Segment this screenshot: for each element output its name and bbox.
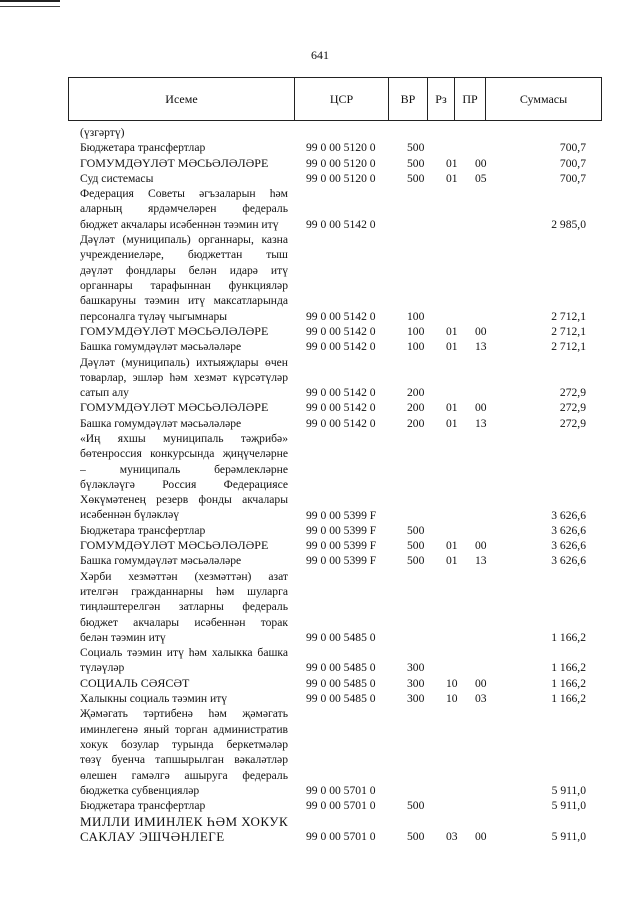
row-name-line: учреждениеләре, бюджеттан тыш bbox=[80, 248, 288, 262]
row-name-line: башкаруны тәэмин итү максатларында bbox=[80, 294, 288, 308]
row-name-line: тиңләштерелгән затларны федераль bbox=[80, 600, 288, 614]
row-name-line: «Иң яхшы муниципаль тәҗрибә» bbox=[80, 432, 288, 445]
row-rz: 01 bbox=[446, 554, 458, 568]
row-csr: 99 0 00 5120 0 bbox=[306, 156, 376, 170]
row-name bbox=[80, 156, 288, 171]
row-name-line: ГОМУМДӘҮЛӘТ МӘСЬӘЛӘЛӘРЕ bbox=[80, 323, 269, 338]
row-csr: 99 0 00 5120 0 bbox=[306, 171, 376, 185]
row-name-line: Халыкны социаль тәэмин итү bbox=[80, 692, 228, 706]
row-vr: 300 bbox=[407, 661, 425, 675]
row-csr: 99 0 00 5142 0 bbox=[306, 309, 376, 323]
row-name-line: Җәмәгать тәртибенә һәм җәмәгать bbox=[80, 707, 288, 721]
row-name bbox=[80, 339, 288, 354]
row-vr: 500 bbox=[407, 156, 425, 170]
row-name-line: бюджет акчалары исәбеннән тәэмин итү bbox=[80, 217, 279, 231]
row-sum: 5 911,0 bbox=[551, 829, 586, 843]
row-vr: 500 bbox=[407, 141, 425, 155]
row-pr: 00 bbox=[475, 539, 487, 553]
row-vr: 100 bbox=[407, 340, 425, 354]
row-rz: 01 bbox=[446, 171, 458, 185]
row-vr: 200 bbox=[407, 416, 425, 430]
row-name-line: бөтенроссия конкурсында җиңүчеләрне bbox=[80, 447, 288, 461]
row-csr: 99 0 00 5142 0 bbox=[306, 217, 376, 231]
row-csr: 99 0 00 5142 0 bbox=[306, 324, 376, 338]
row-sum: 272,9 bbox=[559, 386, 586, 400]
row-vr: 500 bbox=[407, 539, 425, 553]
row-name-line: сатып алу bbox=[80, 386, 129, 400]
row-csr: 99 0 00 5142 0 bbox=[306, 386, 376, 400]
row-name-line: Федерация Советы әгъзаларын һәм bbox=[80, 187, 288, 201]
row-name-line: Бюджетара трансфертлар bbox=[80, 141, 206, 155]
row-rz: 10 bbox=[446, 692, 458, 706]
row-name-line: Бюджетара трансфертлар bbox=[80, 799, 206, 813]
row-rz: 10 bbox=[446, 676, 458, 690]
row-pr: 13 bbox=[475, 340, 487, 354]
header-sum: Суммасы bbox=[519, 91, 568, 106]
row-name-line: аларның ярдәмчеләрен федераль bbox=[80, 202, 288, 216]
row-sum: 1 166,2 bbox=[551, 676, 586, 690]
row-name bbox=[80, 125, 288, 140]
row-name-line: өлешен гамәлгә ашыруга федераль bbox=[80, 768, 288, 782]
row-name bbox=[80, 645, 288, 676]
table-header bbox=[68, 77, 602, 121]
row-sum: 700,7 bbox=[559, 141, 586, 155]
row-pr: 13 bbox=[475, 416, 487, 430]
row-pr: 03 bbox=[475, 692, 487, 706]
row-name bbox=[80, 232, 288, 324]
row-csr: 99 0 00 5399 F bbox=[306, 508, 377, 522]
corner-mark-underline bbox=[0, 6, 60, 7]
row-name bbox=[80, 400, 288, 415]
row-name bbox=[80, 355, 288, 401]
row-sum: 272,9 bbox=[559, 416, 586, 430]
row-sum: 1 166,2 bbox=[551, 630, 586, 644]
row-sum: 2 712,1 bbox=[551, 340, 586, 354]
row-csr: 99 0 00 5485 0 bbox=[306, 692, 376, 706]
row-sum: 3 626,6 bbox=[551, 508, 586, 522]
row-pr: 00 bbox=[475, 156, 487, 170]
row-name-line: органнары тарафыннан функцияләр bbox=[80, 278, 288, 292]
row-vr: 300 bbox=[407, 676, 425, 690]
row-csr: 99 0 00 5701 0 bbox=[306, 799, 376, 813]
row-name-line: белән тәэмин итү bbox=[80, 630, 166, 644]
row-sum: 3 626,6 bbox=[551, 554, 586, 568]
row-pr: 13 bbox=[475, 554, 487, 568]
row-name-line: Хәрби хезмәттән (хезмәттән) азат bbox=[80, 569, 288, 583]
row-name bbox=[80, 814, 288, 845]
row-sum: 5 911,0 bbox=[551, 783, 586, 797]
row-name-line: ГОМУМДӘҮЛӘТ МӘСЬӘЛӘЛӘРЕ bbox=[80, 155, 269, 170]
row-csr: 99 0 00 5142 0 bbox=[306, 416, 376, 430]
row-pr: 00 bbox=[475, 401, 487, 415]
row-sum: 1 166,2 bbox=[551, 692, 586, 706]
row-name-line: Дәүләт (муниципаль) органнары, казна bbox=[80, 233, 288, 247]
header-csr: ЦСР bbox=[295, 78, 389, 120]
row-name-line: төзү буенча тапшырылган вәкаләтләр bbox=[80, 753, 288, 767]
row-vr: 500 bbox=[407, 829, 425, 843]
row-name-line: Башка гомумдәүләт мәсьәләләре bbox=[80, 416, 242, 430]
row-name-line: иминлегенә яный торган административ bbox=[80, 722, 288, 736]
row-name-line: СОЦИАЛЬ СӘЯСӘТ bbox=[80, 675, 190, 690]
row-sum: 3 626,6 bbox=[551, 523, 586, 537]
row-rz: 01 bbox=[446, 156, 458, 170]
row-vr: 500 bbox=[407, 523, 425, 537]
row-csr: 99 0 00 5701 0 bbox=[306, 783, 376, 797]
row-sum: 700,7 bbox=[559, 156, 586, 170]
row-name bbox=[80, 324, 288, 339]
row-name bbox=[80, 569, 288, 645]
header-pr: ПР bbox=[455, 78, 486, 120]
row-name-line: (үзгәртү) bbox=[80, 126, 125, 139]
row-csr: 99 0 00 5120 0 bbox=[306, 141, 376, 155]
row-rz: 01 bbox=[446, 340, 458, 354]
row-name-line: Суд системасы bbox=[80, 171, 154, 185]
row-name-line: ителгән гражданнарны һәм шуларга bbox=[80, 584, 288, 598]
row-vr: 300 bbox=[407, 692, 425, 706]
row-csr: 99 0 00 5142 0 bbox=[306, 340, 376, 354]
row-sum: 5 911,0 bbox=[551, 799, 586, 813]
row-name-line: Башка гомумдәүләт мәсьәләләре bbox=[80, 554, 242, 568]
row-rz: 03 bbox=[446, 829, 458, 843]
row-name-line: бюджетка субвенцияләр bbox=[80, 783, 200, 797]
row-csr: 99 0 00 5485 0 bbox=[306, 676, 376, 690]
row-name-line: хокук бозулар турында беркетмәләр bbox=[80, 737, 288, 751]
row-name bbox=[80, 676, 288, 691]
row-sum: 2 712,1 bbox=[551, 324, 586, 338]
row-vr: 500 bbox=[407, 554, 425, 568]
row-pr: 00 bbox=[475, 829, 487, 843]
row-sum: 2 712,1 bbox=[551, 309, 586, 323]
header-rz: Рз bbox=[428, 78, 455, 120]
row-name-line: Бюджетара трансфертлар bbox=[80, 523, 206, 537]
row-name bbox=[80, 538, 288, 553]
row-name-line: персоналга түләү чыгымнары bbox=[80, 309, 228, 323]
row-sum: 272,9 bbox=[559, 401, 586, 415]
row-pr: 05 bbox=[475, 171, 487, 185]
row-name bbox=[80, 523, 288, 538]
row-name bbox=[80, 798, 288, 813]
row-name-line: Башка гомумдәүләт мәсьәләләре bbox=[80, 340, 242, 354]
row-name bbox=[80, 553, 288, 568]
row-name bbox=[80, 431, 288, 523]
row-name-line: САКЛАУ ЭШЧӘНЛЕГЕ bbox=[80, 828, 225, 844]
row-name-line: МИЛЛИ ИМИНЛЕК ҺӘМ ХОКУК bbox=[80, 813, 288, 829]
row-name bbox=[80, 706, 288, 798]
row-pr: 00 bbox=[475, 324, 487, 338]
row-rz: 01 bbox=[446, 539, 458, 553]
row-name bbox=[80, 186, 288, 232]
row-name-line: дәүләт фондлары белән идарә итү bbox=[80, 263, 288, 277]
row-vr: 500 bbox=[407, 171, 425, 185]
row-name-line: түләүләр bbox=[80, 661, 125, 675]
row-name-line: исәбеннән бүләкләү bbox=[80, 508, 180, 522]
row-rz: 01 bbox=[446, 401, 458, 415]
row-vr: 500 bbox=[407, 799, 425, 813]
row-name bbox=[80, 416, 288, 431]
header-name: Исеме bbox=[69, 78, 295, 120]
row-name-line: бүләкләүгә Россия Федерациясе bbox=[80, 477, 288, 491]
row-sum: 700,7 bbox=[559, 171, 586, 185]
row-name-line: ГОМУМДӘҮЛӘТ МӘСЬӘЛӘЛӘРЕ bbox=[80, 538, 269, 553]
row-sum: 3 626,6 bbox=[551, 539, 586, 553]
row-sum: 2 985,0 bbox=[551, 217, 586, 231]
row-name-line: ГОМУМДӘҮЛӘТ МӘСЬӘЛӘЛӘРЕ bbox=[80, 400, 269, 415]
row-csr: 99 0 00 5701 0 bbox=[306, 829, 376, 843]
row-csr: 99 0 00 5399 F bbox=[306, 554, 377, 568]
row-csr: 99 0 00 5399 F bbox=[306, 523, 377, 537]
row-vr: 200 bbox=[407, 386, 425, 400]
row-csr: 99 0 00 5485 0 bbox=[306, 630, 376, 644]
row-name-line: Социаль тәэмин итү һәм халыкка башка bbox=[80, 646, 288, 660]
row-csr: 99 0 00 5142 0 bbox=[306, 401, 376, 415]
row-vr: 200 bbox=[407, 401, 425, 415]
row-name-line: бюджет акчалары исәбеннән торак bbox=[80, 615, 288, 629]
page-number: 641 bbox=[311, 48, 329, 62]
row-csr: 99 0 00 5485 0 bbox=[306, 661, 376, 675]
row-name bbox=[80, 691, 288, 706]
row-vr: 100 bbox=[407, 309, 425, 323]
row-name-line: Хөкүмәтенең резерв фонды акчалары bbox=[80, 493, 288, 507]
row-csr: 99 0 00 5399 F bbox=[306, 539, 377, 553]
row-rz: 01 bbox=[446, 416, 458, 430]
row-name bbox=[80, 140, 288, 155]
row-sum: 1 166,2 bbox=[551, 661, 586, 675]
row-vr: 100 bbox=[407, 324, 425, 338]
row-name-line: товарлар, эшләр һәм хезмәт күрсәтүләр bbox=[80, 370, 288, 384]
row-name-line: Дәүләт (муниципаль) ихтыяҗлары өчен bbox=[80, 355, 288, 369]
row-name-line: – муниципаль берәмлекләрне bbox=[80, 462, 288, 476]
row-pr: 00 bbox=[475, 676, 487, 690]
header-vr: ВР bbox=[389, 78, 428, 120]
row-name bbox=[80, 171, 288, 186]
row-rz: 01 bbox=[446, 324, 458, 338]
